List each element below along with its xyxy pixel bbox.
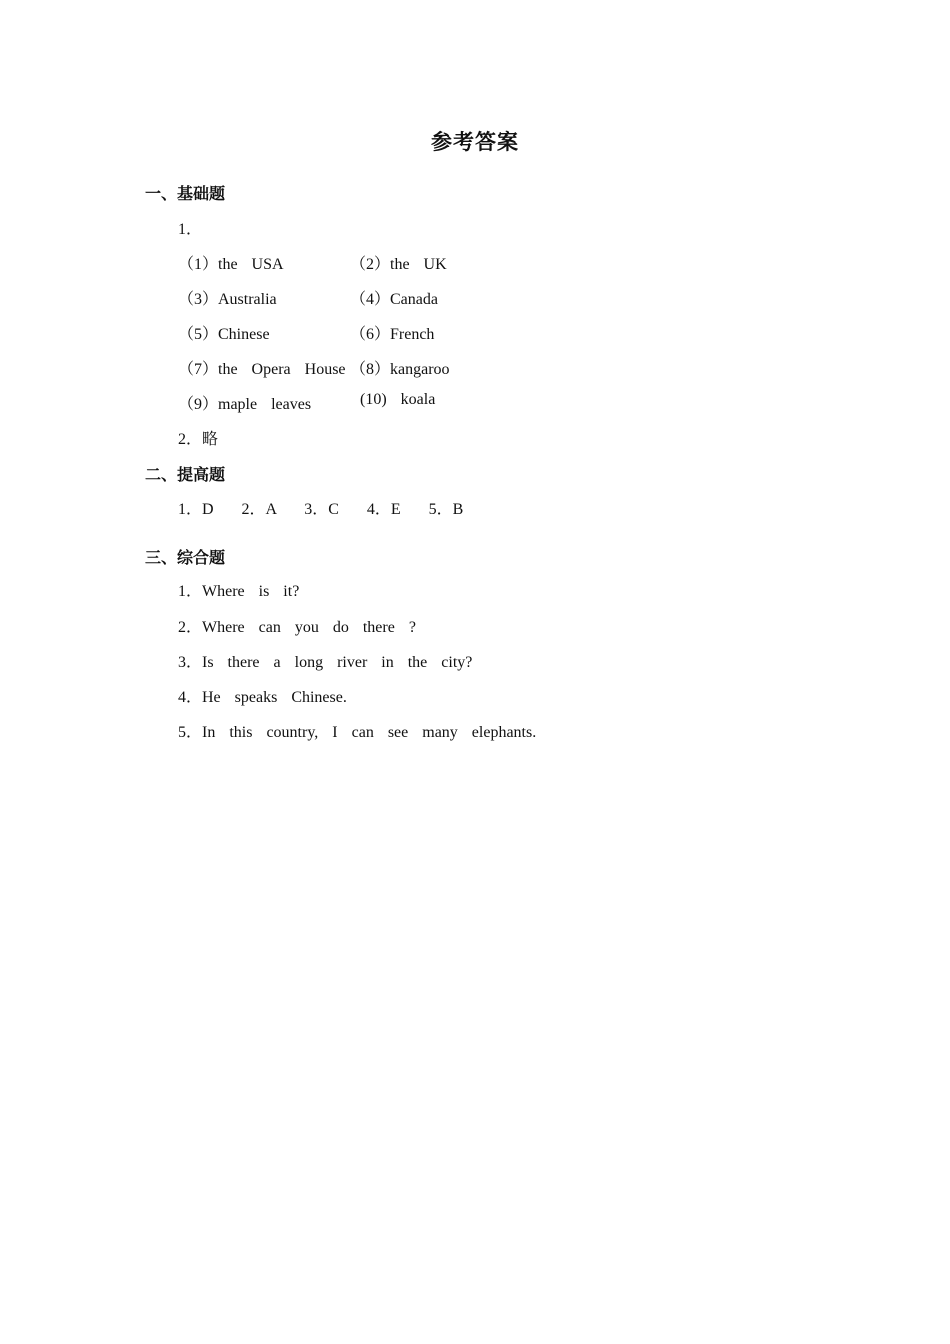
answer-7: （7）the Opera House: [178, 361, 346, 378]
comprehensive-item-3: 3．Is there a long river in the city?: [178, 654, 473, 671]
answer-5: （5）Chinese: [178, 326, 270, 343]
section-heading-advanced: 二、提高题: [145, 465, 226, 484]
answer-9: （9）maple leaves: [178, 396, 312, 413]
section-heading-comprehensive: 三、综合题: [145, 548, 226, 567]
comprehensive-item-5: 5．In this country, I can see many elephants.: [178, 724, 537, 741]
answer-8: （8）kangaroo: [350, 361, 450, 378]
comprehensive-item-2: 2．Where can you do there ?: [178, 619, 416, 636]
answer-4: （4）Canada: [350, 291, 438, 308]
section-heading-basic: 一、基础题: [145, 184, 226, 203]
answer-10: (10) koala: [360, 391, 436, 408]
page-title: 参考答案: [431, 130, 519, 154]
question-2: 2．略: [178, 431, 219, 448]
answer-2: （2）the UK: [350, 256, 447, 273]
answer-3: （3）Australia: [178, 291, 277, 308]
answer-6: （6）French: [350, 326, 435, 343]
multiple-choice-answers: 1．D 2．A 3．C 4．E 5．B: [178, 501, 464, 518]
comprehensive-item-1: 1．Where is it?: [178, 583, 300, 600]
question-1-label: 1．: [178, 221, 203, 238]
answer-1: （1）the USA: [178, 256, 284, 273]
comprehensive-item-4: 4．He speaks Chinese.: [178, 689, 347, 706]
